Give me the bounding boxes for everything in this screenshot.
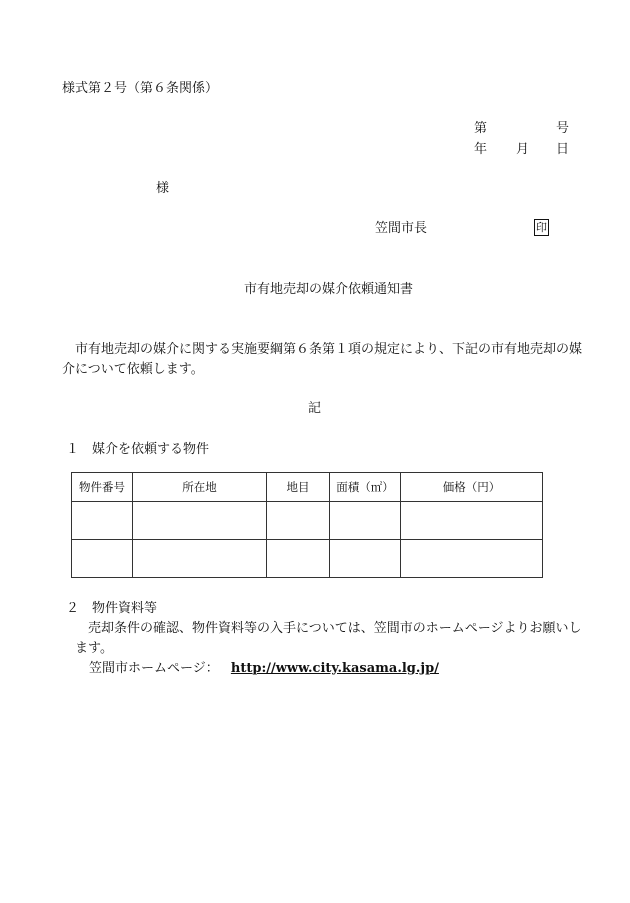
section2-heading: ２ 物件資料等 (66, 601, 158, 616)
homepage-line (89, 662, 439, 675)
table-cell (267, 502, 330, 540)
table-cell (401, 540, 543, 578)
issuer-title: 笠間市長 (375, 221, 428, 236)
section2-text: 売却条件の確認、物件資料等の入手については、笠間市のホームページよりお願いします。 (75, 621, 582, 656)
table-cell (330, 502, 401, 540)
body-paragraph: 市有地売却の媒介に関する実施要綱第６条第１項の規定により、下記の市有地売却の媒介について依頼します。 (62, 342, 583, 377)
table-cell (401, 502, 543, 540)
table-cell (330, 540, 401, 578)
table-row (72, 540, 543, 578)
table-cell (133, 502, 267, 540)
homepage-link[interactable]: http://www.city.kasama.lg.jp/ (230, 661, 439, 676)
col-header-location: 所在地 (133, 473, 267, 502)
table-cell (133, 540, 267, 578)
table-cell (267, 540, 330, 578)
homepage-label: 笠間市ホームページ： (89, 661, 219, 676)
addressee-suffix: 様 (156, 181, 170, 196)
col-header-area: 面積（㎡） (330, 473, 401, 502)
form-number: 様式第２号（第６条関係） (62, 81, 219, 96)
col-header-property-number: 物件番号 (72, 473, 133, 502)
col-header-land-category: 地目 (267, 473, 330, 502)
date-month: 月 (516, 142, 530, 157)
property-table (71, 472, 543, 578)
ki-label: 記 (308, 401, 322, 416)
seal-mark (534, 219, 549, 236)
doc-number-dai: 第 (474, 121, 488, 136)
date-day: 日 (556, 142, 570, 157)
doc-number-go: 号 (556, 121, 570, 136)
table-row (72, 502, 543, 540)
section1-heading: １ 媒介を依頼する物件 (66, 442, 210, 457)
date-year: 年 (474, 142, 488, 157)
col-header-price: 価格（円） (401, 473, 543, 502)
table-cell (72, 502, 133, 540)
seal-icon: 印 (536, 221, 547, 234)
table-header-row (72, 473, 543, 502)
table-cell (72, 540, 133, 578)
document-title: 市有地売却の媒介依頼通知書 (244, 282, 414, 297)
